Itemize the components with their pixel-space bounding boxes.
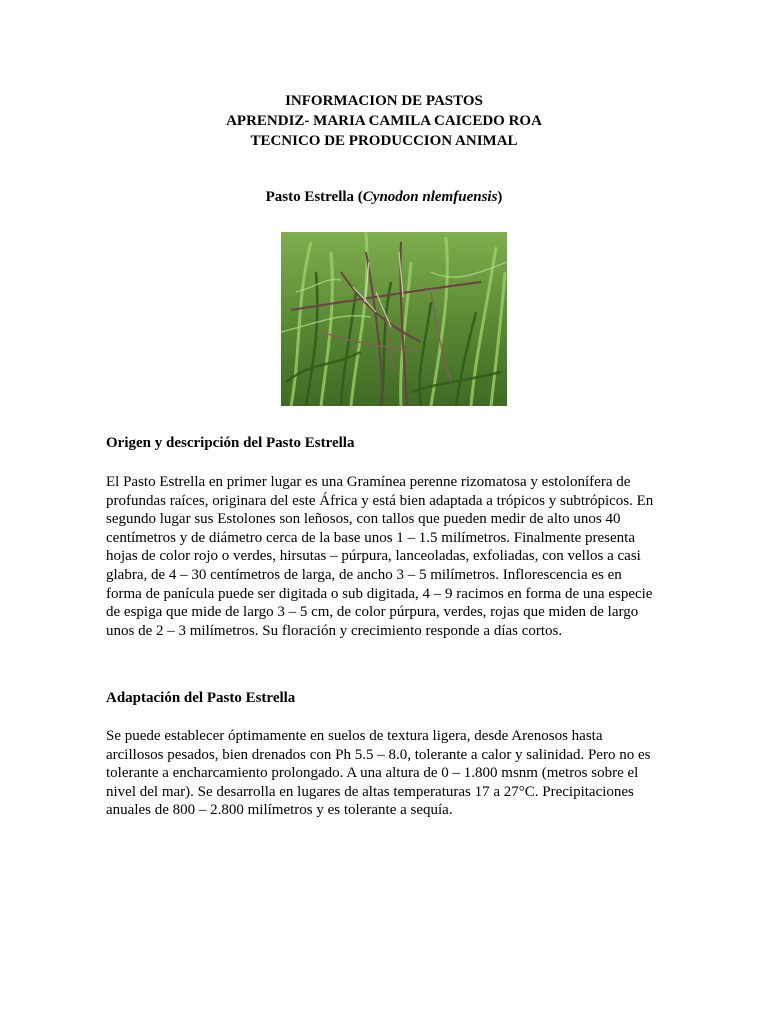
species-title-prefix: Pasto Estrella (	[265, 189, 363, 205]
species-title	[0, 187, 768, 207]
paragraph-line: nivel del mar). Se desarrolla en lugares de altas temperaturas 17 a 27°C. Precipitaciones	[106, 783, 634, 800]
header-author: APRENDIZ- MARIA CAMILA CAICEDO ROA	[226, 113, 542, 129]
section-heading-origin: Origen y descripción del Pasto Estrella	[106, 435, 355, 451]
grass-photo	[281, 232, 507, 406]
species-title-suffix: )	[497, 189, 503, 205]
paragraph-line: profundas raíces, originara del este África y está bien adaptada a trópicos y subtrópicos. En	[106, 492, 654, 509]
paragraph-line: hojas de color rojo o verdes, hirsutas – púrpura, lanceoladas, exfoliadas, con vellos a casi	[106, 548, 641, 565]
paragraph-line: glabra, de 4 – 30 centímetros de larga, de ancho 3 – 5 milímetros. Inflorescencia es en	[106, 566, 622, 583]
species-scientific-name: Cynodon nlemfuensis	[362, 189, 498, 205]
paragraph-line: de espiga que mide de largo 3 – 5 cm, de color púrpura, verdes, rojas que miden de largo	[106, 604, 639, 621]
document-header	[0, 91, 768, 151]
header-title: INFORMACION DE PASTOS	[285, 93, 483, 109]
paragraph-line: unos de 2 – 3 milímetros. Su floración y crecimiento responde a días cortos.	[106, 622, 563, 639]
paragraph-line: arcillosos pesados, bien drenados con Ph 5.5 – 8.0, tolerante a calor y salinidad. Pero no es	[106, 746, 651, 763]
paragraph-line: El Pasto Estrella en primer lugar es una Gramínea perenne rizomatosa y estolonífera de	[106, 474, 631, 490]
paragraph-line: segundo lugar sus Estolones son leñosos, con tallos que pueden medir de alto unos 40	[106, 511, 621, 528]
section-paragraph-origin	[106, 473, 666, 640]
header-program: TECNICO DE PRODUCCION ANIMAL	[250, 133, 518, 149]
paragraph-line: forma de panícula puede ser digitada o sub digitada, 4 – 9 racimos en forma de una especie	[106, 585, 653, 602]
paragraph-line: centímetros y de diámetro cerca de la base unos 1 – 1.5 milímetros. Finalmente presenta	[106, 529, 635, 546]
paragraph-line: Se puede establecer óptimamente en suelos de textura ligera, desde Arenosos hasta	[106, 728, 603, 744]
paragraph-line: anuales de 800 – 2.800 milímetros y es tolerante a sequía.	[106, 802, 453, 819]
section-paragraph-adaptation	[106, 727, 666, 820]
section-heading-adaptation: Adaptación del Pasto Estrella	[106, 690, 296, 706]
paragraph-line: tolerante a encharcamiento prolongado. A una altura de 0 – 1.800 msnm (metros sobre el	[106, 765, 639, 782]
